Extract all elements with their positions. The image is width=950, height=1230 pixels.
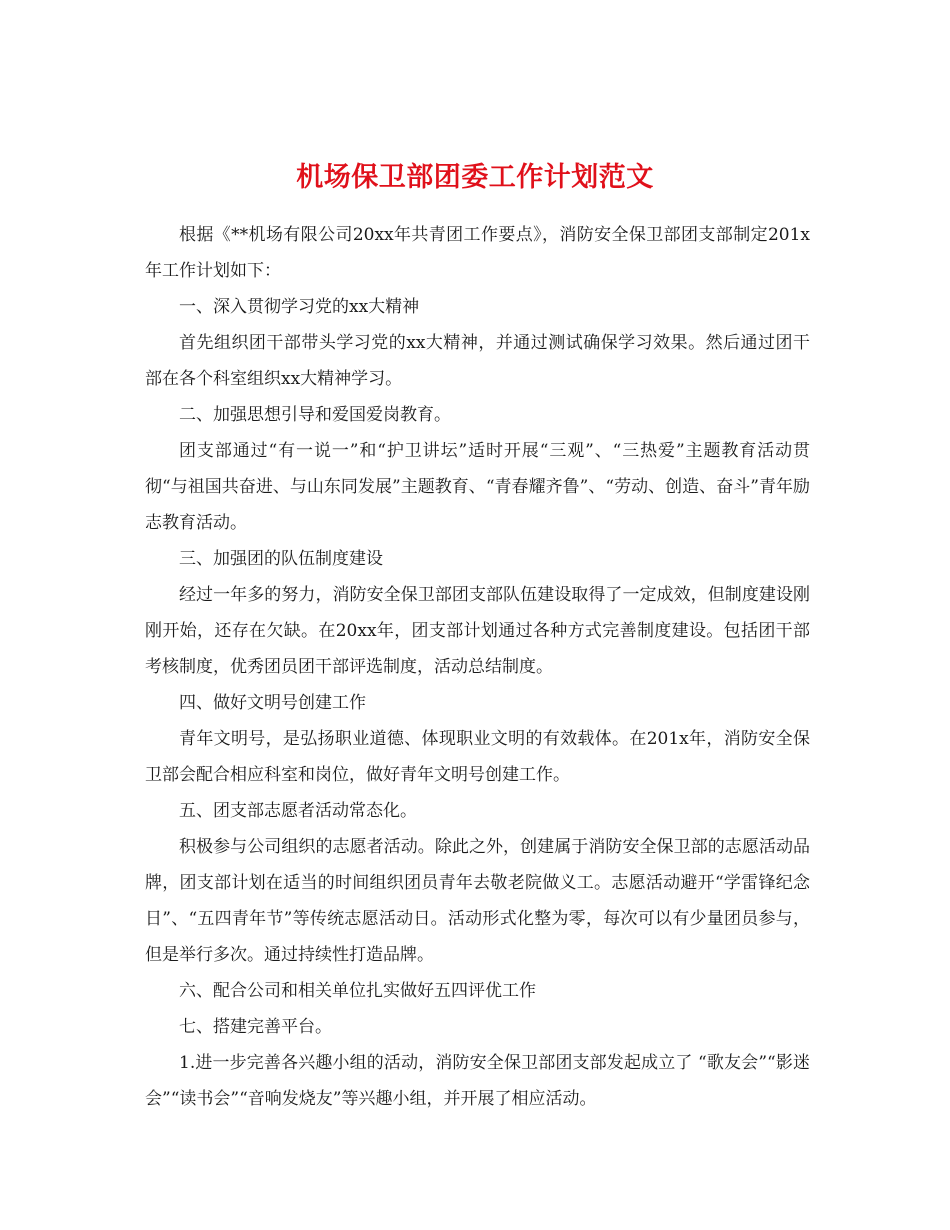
- paragraph-section-5: 积极参与公司组织的志愿者活动。除此之外，创建属于消防安全保卫部的志愿活动品牌，团支部计划在适当的时间组织团员青年去敬老院做义工。志愿活动避开“学雷锋纪念日”、“五四青年节”等传统志愿活动日。活动形式化整为零，每次可以有少量团员参与，但是举行多次。通过持续性打造品牌。: [145, 837, 810, 965]
- section-heading-7: 七、搭建完善平台。: [179, 1017, 332, 1037]
- paragraph-section-4: 青年文明号，是弘扬职业道德、体现职业文明的有效载体。在201x年，消防安全保卫部会配合相应科室和岗位，做好青年文明号创建工作。: [145, 729, 810, 785]
- document-title: 机场保卫部团委工作计划范文: [296, 162, 654, 194]
- section-heading-6: 六、配合公司和相关单位扎实做好五四评优工作: [179, 981, 536, 1001]
- paragraph-section-2: 团支部通过“有一说一”和“护卫讲坛”适时开展“三观”、“三热爱”主题教育活动贯彻“与祖国共奋进、与山东同发展”主题教育、“青春耀齐鲁”、“劳动、创造、奋斗”青年励志教育活动。: [145, 441, 810, 533]
- paragraph-section-7-item-1: 1.进一步完善各兴趣小组的活动，消防安全保卫部团支部发起成立了 “歌友会”“影迷会”“读书会”“音响发烧友”等兴趣小组，并开展了相应活动。: [145, 1053, 810, 1109]
- paragraph-section-3: 经过一年多的努力，消防安全保卫部团支部队伍建设取得了一定成效，但制度建设刚刚开始，还存在欠缺。在20xx年，团支部计划通过各种方式完善制度建设。包括团干部考核制度，优秀团员团干部评选制度，活动总结制度。: [145, 585, 810, 677]
- section-heading-1: 一、深入贯彻学习党的xx大精神: [179, 297, 420, 317]
- document-body: [145, 217, 810, 1117]
- section-heading-3: 三、加强团的队伍制度建设: [179, 549, 383, 569]
- section-heading-4: 四、做好文明号创建工作: [179, 693, 366, 713]
- paragraph-intro: 根据《**机场有限公司20xx年共青团工作要点》，消防安全保卫部团支部制定201x年工作计划如下：: [145, 225, 810, 281]
- section-heading-2: 二、加强思想引导和爱国爱岗教育。: [179, 405, 451, 425]
- paragraph-section-1: 首先组织团干部带头学习党的xx大精神，并通过测试确保学习效果。然后通过团干部在各个科室组织xx大精神学习。: [145, 333, 810, 389]
- section-heading-5: 五、团支部志愿者活动常态化。: [179, 801, 417, 821]
